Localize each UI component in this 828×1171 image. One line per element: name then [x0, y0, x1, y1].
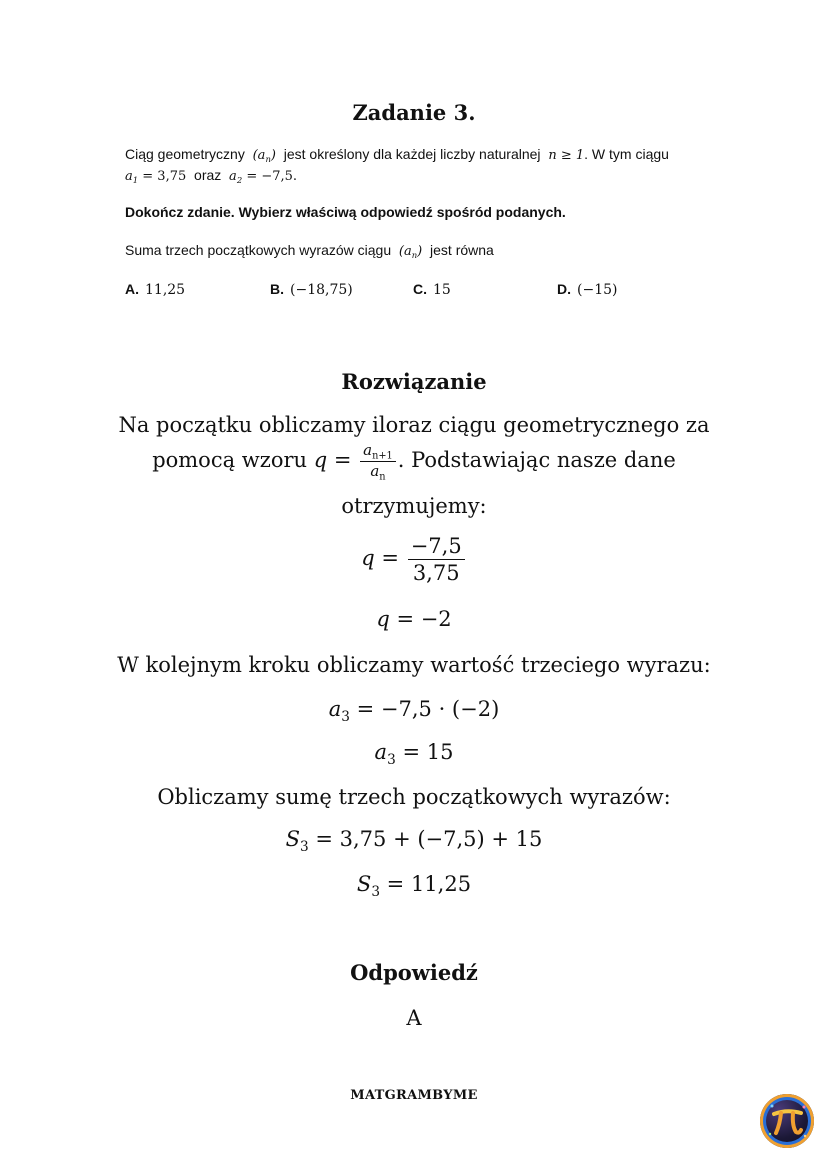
solution-paragraph-1-line1: Na początku obliczamy iloraz ciągu geometrycznego za: [118, 413, 710, 437]
a3-expr: = −7,5 · (−2): [349, 697, 500, 721]
q-result-equation: [0, 607, 828, 631]
pi-logo-icon: [760, 1094, 814, 1148]
solution-heading: Rozwiązanie: [341, 369, 487, 394]
s3-result: [0, 872, 828, 900]
task-instruction: Dokończ zdanie. Wybierz właściwą odpowiedź spośród podanych.: [125, 204, 566, 220]
n-condition: n ≥ 1: [548, 148, 585, 163]
answer-option-a: [125, 281, 185, 298]
a3-symbol: a: [374, 740, 388, 764]
question-text: Suma trzech początkowych wyrazów ciągu: [125, 242, 392, 258]
q-symbol: q: [361, 546, 375, 571]
question-text: jest równa: [430, 242, 494, 258]
answer-label: D.: [557, 281, 571, 297]
s3-expression: [0, 827, 828, 855]
seq-close: ): [270, 148, 276, 163]
answer-value: (−15): [577, 282, 618, 298]
a3-sub: 3: [387, 751, 396, 768]
oraz-text: oraz: [194, 167, 222, 183]
seq-sub: n: [265, 153, 271, 164]
answer-option-c: [413, 281, 451, 298]
a3-value: = 15: [395, 740, 454, 764]
answer-heading: Odpowiedź: [350, 960, 478, 985]
footer-brand: MATGRAMBYME: [350, 1088, 478, 1103]
q-fraction-den: 3,75: [412, 561, 460, 586]
pi-symbol-icon: [760, 1094, 814, 1148]
task-text: Ciąg geometryczny: [125, 146, 245, 162]
a1-sub: 1: [132, 174, 139, 185]
solution-paragraph-1-line3: otrzymujemy:: [341, 494, 487, 518]
task-statement-line1: [125, 146, 669, 163]
answer-option-d: [557, 281, 617, 298]
a1-value: = 3,75: [138, 169, 187, 184]
q-result: = −2: [389, 607, 452, 631]
solution-paragraph-2: W kolejnym kroku obliczamy wartość trzeciego wyrazu:: [117, 653, 711, 677]
seq-close: ): [417, 244, 423, 259]
a2-symbol: a: [229, 169, 237, 184]
quotient-formula: [360, 441, 396, 483]
text: . Podstawiając nasze dane: [397, 447, 676, 472]
a3-result: [0, 740, 828, 768]
a1-symbol: a: [125, 169, 133, 184]
a3-symbol: a: [328, 697, 342, 721]
frac-den: a: [370, 461, 380, 480]
a3-sub: 3: [341, 708, 350, 725]
frac-den-sub: n: [379, 471, 386, 483]
task-question: [125, 242, 494, 259]
s3-sub: 3: [371, 883, 380, 900]
task-title: Zadanie 3.: [352, 100, 476, 125]
answer-label: A.: [125, 281, 139, 297]
q-fraction-equation: [0, 535, 828, 584]
answer-label: B.: [270, 281, 284, 297]
answer-value: 11,25: [145, 282, 186, 298]
q-symbol: q: [313, 447, 328, 472]
a3-expression: [0, 697, 828, 725]
a2-sub: 2: [236, 174, 243, 185]
q-symbol: q: [376, 607, 390, 631]
answer-value: (−18,75): [290, 282, 353, 298]
solution-paragraph-1-line2: [0, 441, 828, 483]
answer-value: A: [406, 1006, 422, 1030]
task-text: jest określony dla każdej liczby naturalnej: [283, 146, 541, 162]
s3-value: = 11,25: [380, 872, 472, 896]
answer-option-b: [270, 281, 353, 298]
text: pomocą wzoru: [152, 447, 308, 472]
frac-num-sub: n+1: [372, 450, 393, 462]
seq-open: (a: [398, 244, 412, 259]
answer-label: C.: [413, 281, 427, 297]
solution-paragraph-3: Obliczamy sumę trzech początkowych wyrazów:: [157, 785, 671, 809]
s3-expr: = 3,75 + (−7,5) + 15: [308, 827, 543, 851]
equals: =: [374, 546, 406, 571]
s3-symbol: S: [285, 827, 300, 851]
task-text: . W tym ciągu: [584, 146, 669, 162]
seq-sub: n: [411, 249, 418, 260]
s3-symbol: S: [356, 872, 372, 896]
task-statement-line2: [125, 167, 297, 184]
q-fraction-num: −7,5: [408, 535, 465, 560]
equals: =: [327, 447, 359, 472]
frac-num: a: [363, 441, 373, 459]
s3-sub: 3: [300, 838, 309, 855]
q-fraction: [408, 535, 465, 584]
answer-value: 15: [433, 282, 451, 298]
a2-value: = −7,5.: [242, 169, 298, 184]
seq-open: (a: [252, 148, 266, 163]
